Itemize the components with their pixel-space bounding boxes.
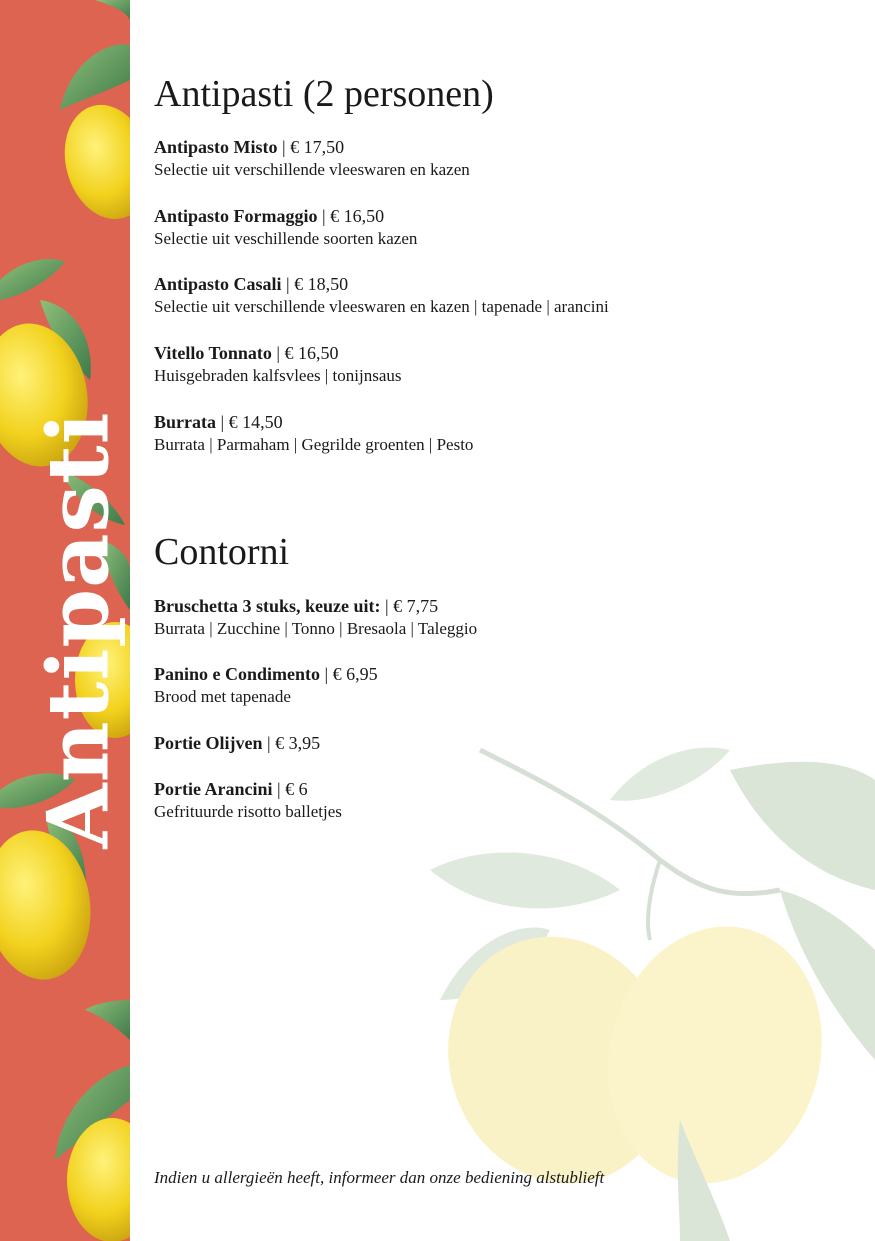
item-price: | € 17,50: [282, 137, 345, 157]
item-price: | € 16,50: [276, 343, 339, 363]
menu-item: [154, 205, 417, 250]
item-name: Panino e Condimento: [154, 664, 321, 684]
menu-item: [154, 778, 342, 823]
menu-item: [154, 595, 477, 640]
item-name: Portie Arancini: [154, 779, 273, 799]
menu-item: [154, 663, 378, 708]
item-description: Gefrituurde risotto balletjes: [154, 802, 342, 821]
item-price: | € 6,95: [324, 664, 378, 684]
item-description: Selectie uit verschillende vleeswaren en kazen | tapenade | arancini: [154, 297, 609, 316]
item-description: Selectie uit verschillende vleeswaren en kazen: [154, 160, 470, 179]
item-name: Bruschetta 3 stuks, keuze uit:: [154, 596, 381, 616]
item-price: | € 16,50: [322, 206, 385, 226]
item-price: | € 3,95: [266, 733, 321, 753]
item-name: Antipasto Formaggio: [154, 206, 318, 226]
item-name: Burrata: [154, 412, 216, 432]
background-lemon-icon: [400, 740, 875, 1241]
item-description: Selectie uit veschillende soorten kazen: [154, 229, 418, 248]
item-description: Burrata | Zucchine | Tonno | Bresaola | Taleggio: [154, 619, 478, 638]
item-description: Burrata | Parmaham | Gegrilde groenten | Pesto: [154, 435, 474, 454]
menu-item: [154, 411, 473, 456]
item-price: | € 6: [276, 779, 308, 799]
item-name: Antipasto Misto: [154, 137, 278, 157]
allergy-notice: Indien u allergieën heeft, informeer dan onze bediening alstublieft: [154, 1168, 605, 1187]
menu-item: [154, 732, 320, 754]
item-name: Portie Olijven: [154, 733, 263, 753]
item-price: | € 7,75: [385, 596, 439, 616]
item-price: | € 18,50: [286, 274, 349, 294]
section-title-contorni: Contorni: [154, 531, 290, 573]
item-name: Antipasto Casali: [154, 274, 282, 294]
sidebar-title: Antipasti: [28, 411, 128, 849]
menu-item: [154, 342, 402, 387]
item-description: Brood met tapenade: [154, 687, 291, 706]
section-title-antipasti: Antipasti (2 personen): [154, 73, 494, 115]
menu-item: [154, 273, 609, 318]
menu-item: [154, 136, 470, 181]
sidebar-banner: [0, 0, 130, 1241]
item-price: | € 14,50: [220, 412, 283, 432]
item-name: Vitello Tonnato: [154, 343, 272, 363]
item-description: Huisgebraden kalfsvlees | tonijnsaus: [154, 366, 402, 385]
